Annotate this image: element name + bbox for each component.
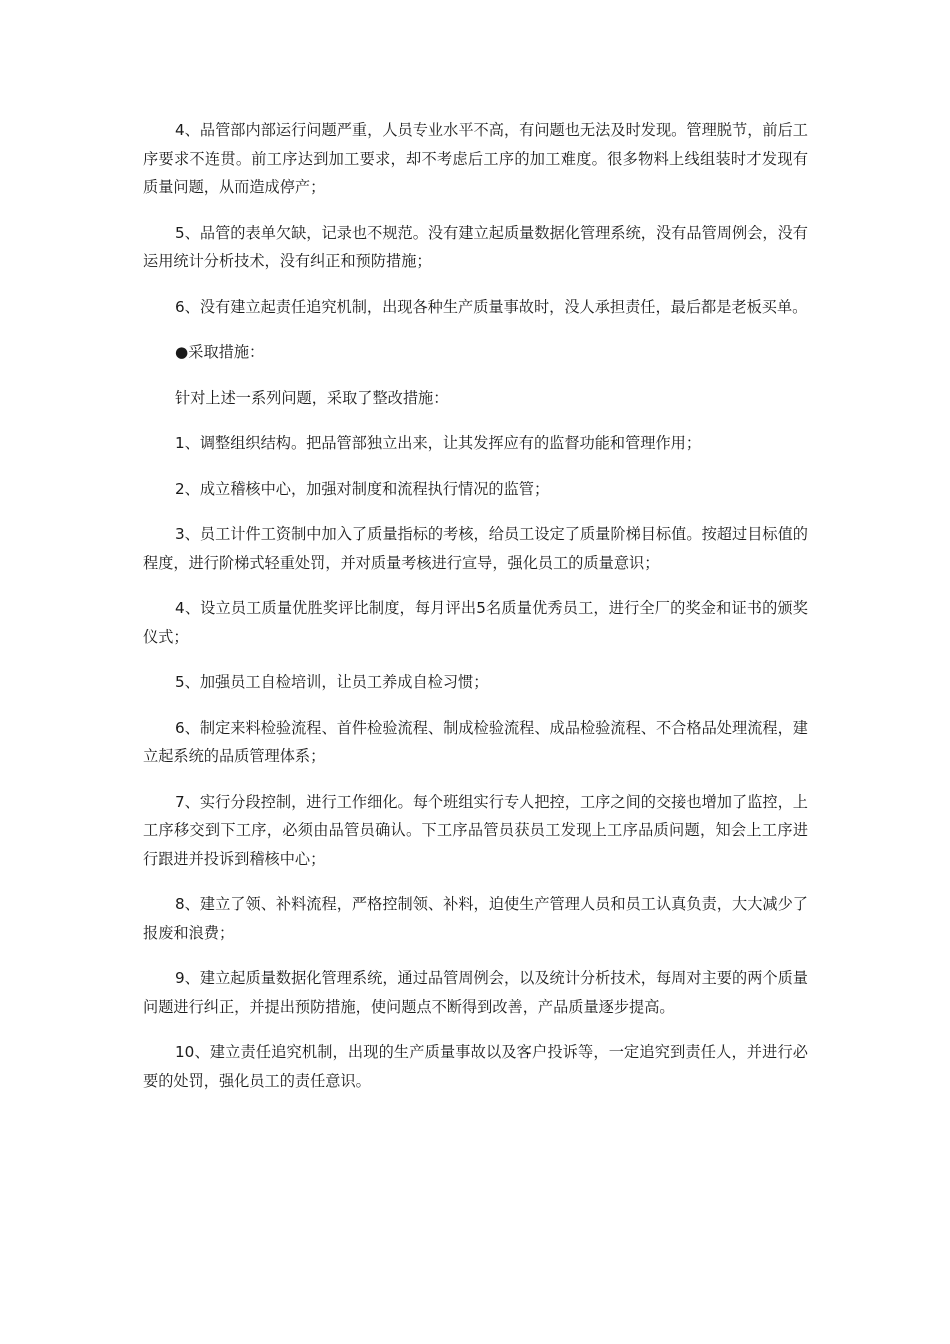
paragraph-problem-6: 6、没有建立起责任追究机制，出现各种生产质量事故时，没人承担责任，最后都是老板买单。 bbox=[175, 297, 808, 316]
paragraph-measure-6: 6、制定来料检验流程、首件检验流程、制成检验流程、成品检验流程、不合格品处理流程，建立起系统的品质管理体系； bbox=[143, 718, 808, 765]
paragraph-measure-8: 8、建立了领、补料流程，严格控制领、补料，迫使生产管理人员和员工认真负责，大大减少了报废和浪费； bbox=[143, 895, 808, 942]
paragraph-measure-9: 9、建立起质量数据化管理系统，通过品管周例会，以及统计分析技术，每周对主要的两个质量问题进行纠正，并提出预防措施，使问题点不断得到改善，产品质量逐步提高。 bbox=[143, 969, 808, 1016]
document-body bbox=[143, 116, 808, 1095]
paragraph-problem-5: 5、品管的表单欠缺，记录也不规范。没有建立起质量数据化管理系统，没有品管周例会，没有运用统计分析技术，没有纠正和预防措施； bbox=[143, 223, 808, 270]
paragraph-measure-3: 3、员工计件工资制中加入了质量指标的考核，给员工设定了质量阶梯目标值。按超过目标值的程度，进行阶梯式轻重处罚，并对质量考核进行宣导，强化员工的质量意识； bbox=[143, 525, 808, 572]
paragraph-measure-7: 7、实行分段控制，进行工作细化。每个班组实行专人把控，工序之间的交接也增加了监控，上工序移交到下工序，必须由品管员确认。下工序品管员获员工发现上工序品质问题，知会上工序进行跟进并投诉到稽核中心； bbox=[143, 792, 808, 868]
paragraph-measures-intro: 针对上述一系列问题，采取了整改措施： bbox=[175, 388, 449, 407]
paragraph-measure-5: 5、加强员工自检培训，让员工养成自检习惯； bbox=[175, 673, 489, 691]
paragraph-measure-10: 10、建立责任追究机制，出现的生产质量事故以及客户投诉等，一定追究到责任人，并进行必要的处罚，强化员工的责任意识。 bbox=[143, 1043, 808, 1090]
section-heading-measures: ●采取措施： bbox=[175, 343, 265, 361]
paragraph-measure-1: 1、调整组织结构。把品管部独立出来，让其发挥应有的监督功能和管理作用； bbox=[175, 434, 702, 452]
paragraph-measure-4: 4、设立员工质量优胜奖评比制度，每月评出5名质量优秀员工，进行全厂的奖金和证书的颁奖仪式； bbox=[143, 599, 808, 646]
paragraph-problem-4: 4、品管部内部运行问题严重，人员专业水平不高，有问题也无法及时发现。管理脱节，前后工序要求不连贯。前工序达到加工要求，却不考虑后工序的加工难度。很多物料上线组装时才发现有质量问题，从而造成停产； bbox=[143, 121, 808, 196]
paragraph-measure-2: 2、成立稽核中心，加强对制度和流程执行情况的监管； bbox=[175, 479, 550, 498]
